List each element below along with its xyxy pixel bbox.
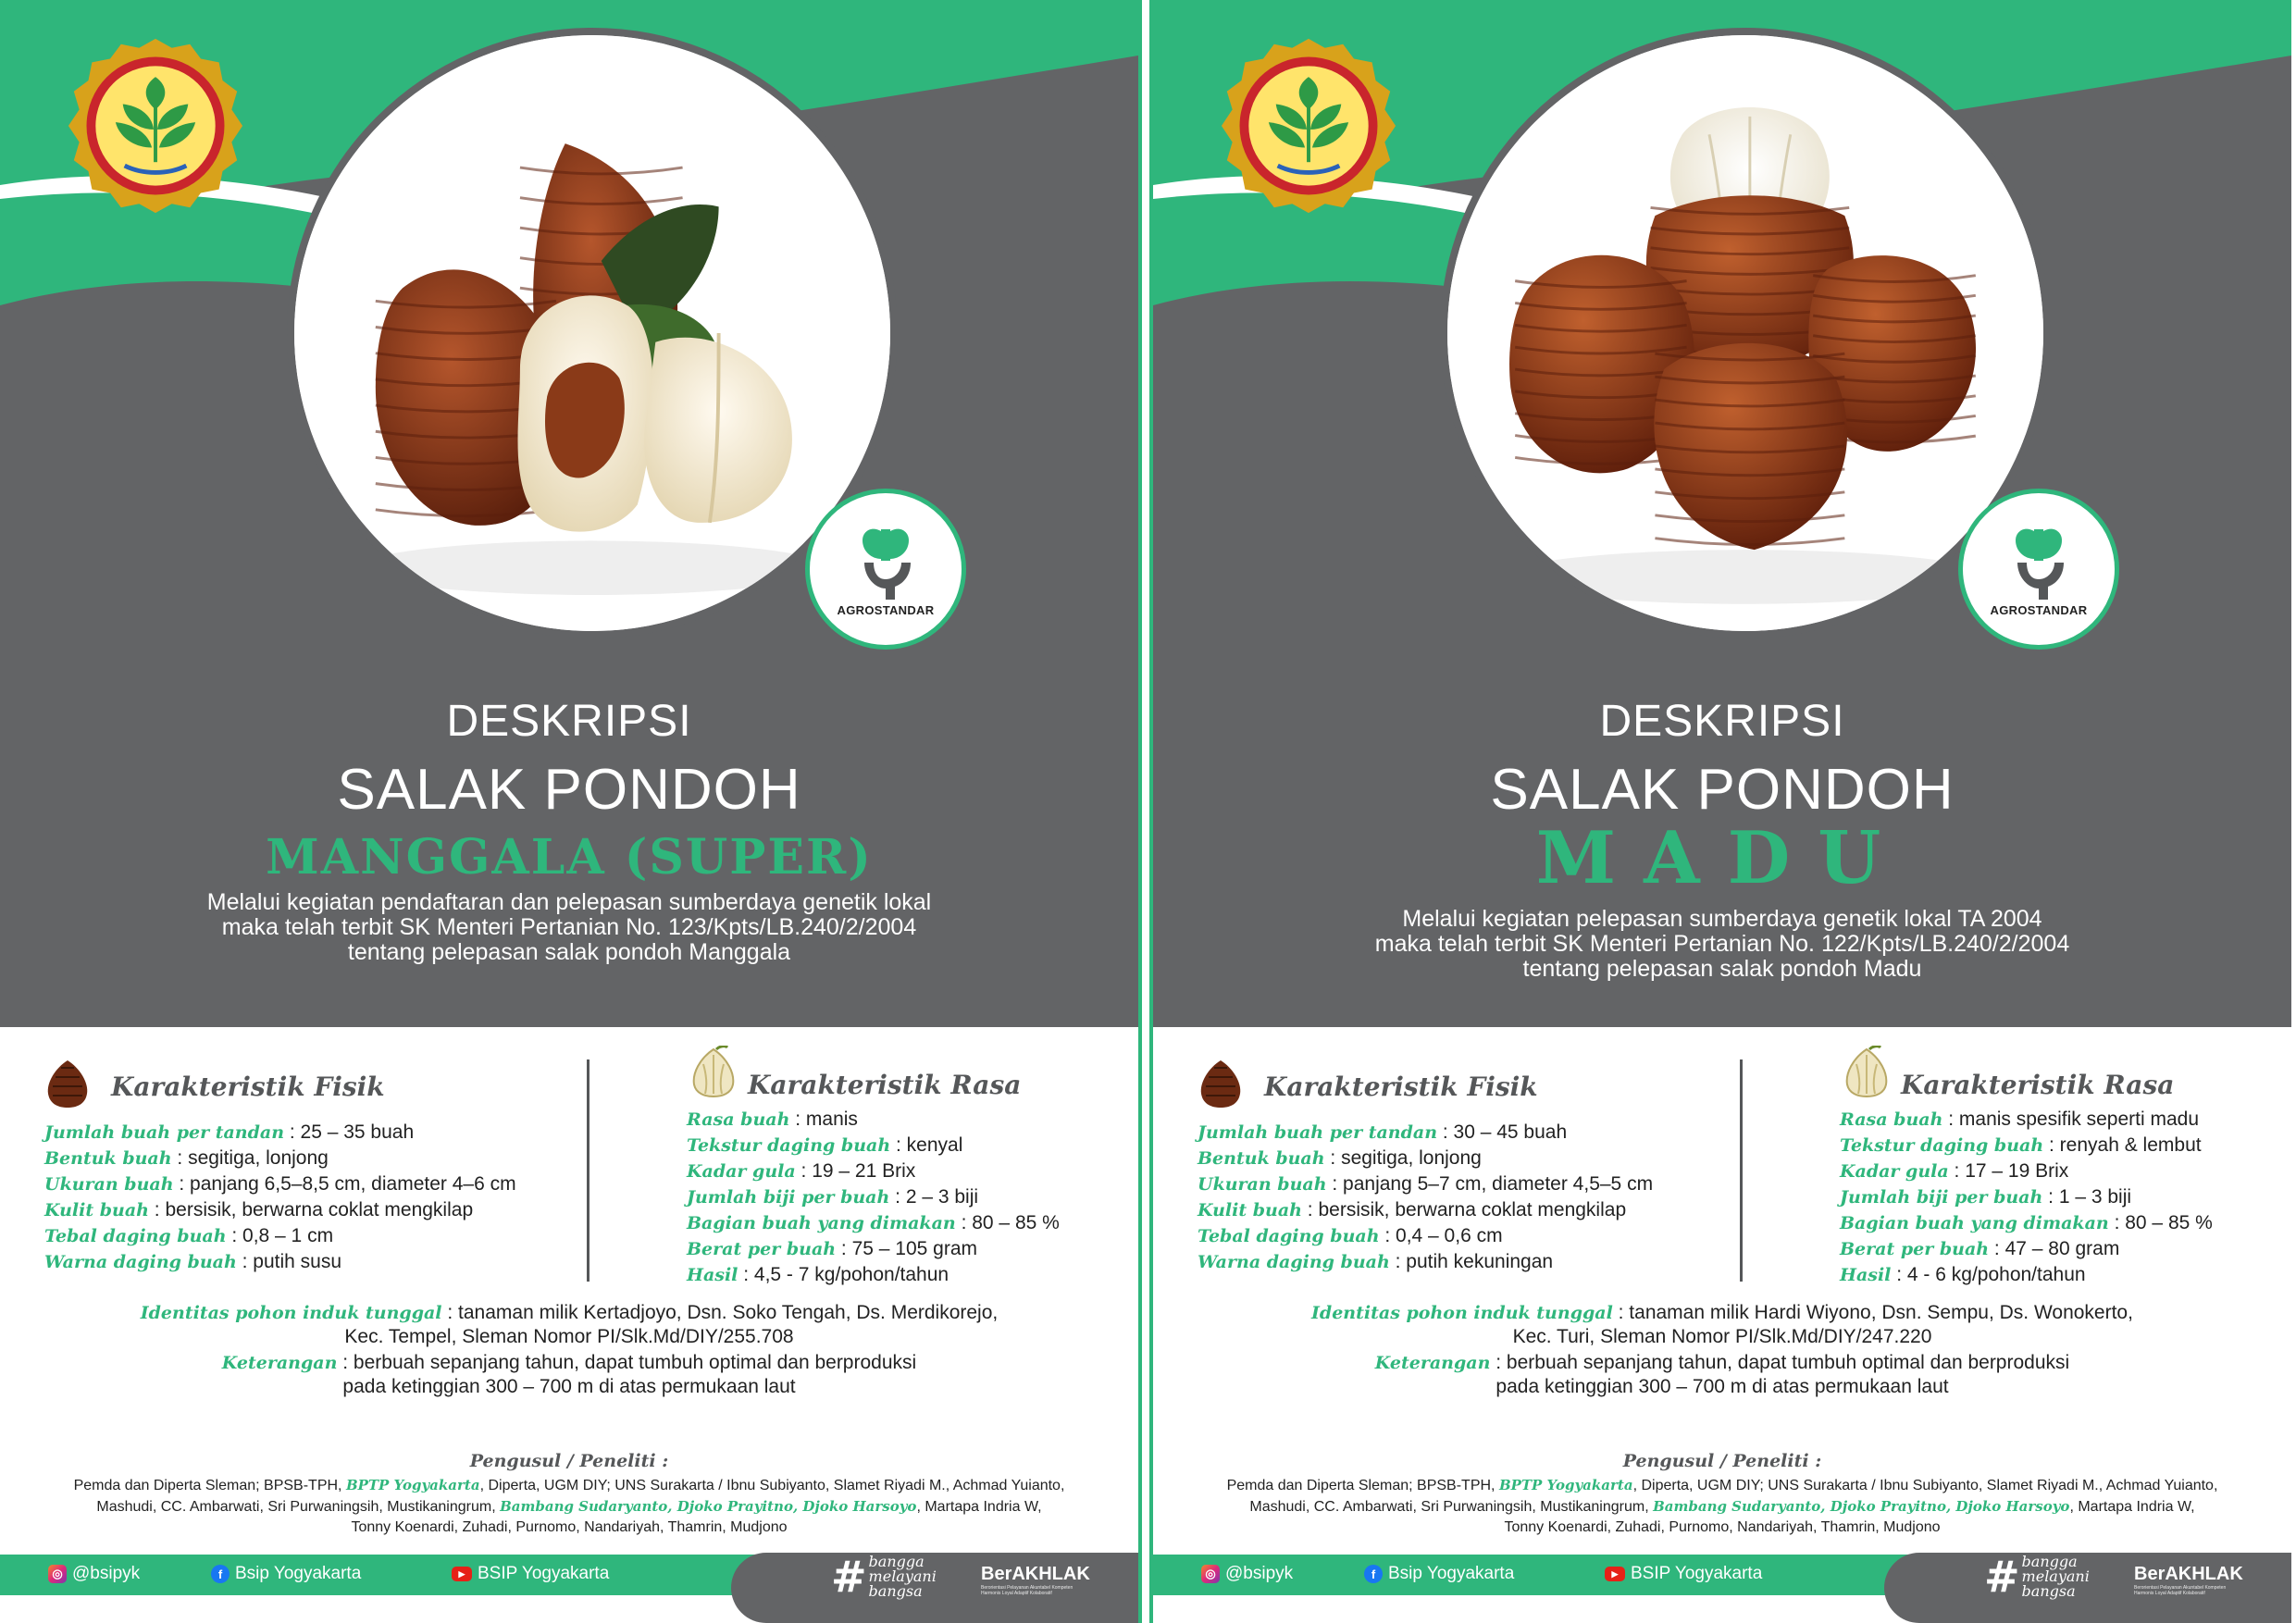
pengusul-line: , Martapa Indria W, [2069, 1499, 2195, 1515]
intro-line: maka telah terbit SK Menteri Pertanian No. 123/Kpts/LB.240/2/2004 [221, 914, 917, 940]
rasa-label: Hasil [1840, 1265, 1892, 1285]
identitas-value: : tanaman milik Kertadjoyo, Dsn. Soko Tengah, Ds. Merdikorejo, [441, 1302, 999, 1323]
rasa-value: : 47 – 80 gram [1989, 1238, 2120, 1259]
rasa-row [687, 1262, 1060, 1288]
fisik-row [1198, 1120, 1653, 1146]
fisik-row [1198, 1249, 1653, 1275]
keterangan-label: Keterangan [221, 1353, 338, 1373]
bangga-word: bangga [2021, 1553, 2078, 1570]
rasa-row [1840, 1262, 2213, 1288]
rasa-value: : 75 – 105 gram [836, 1238, 978, 1259]
rasa-label: Jumlah biji per buah [687, 1187, 890, 1208]
kementan-logo [65, 35, 246, 217]
fisik-row [44, 1171, 516, 1197]
rasa-label: Bagian buah yang dimakan [687, 1213, 956, 1233]
pengusul-line: Pemda dan Diperta Sleman; BPSB-TPH, [73, 1478, 346, 1493]
heading-salak-pondoh: SALAK PONDOH [337, 758, 801, 822]
poster-madu [1153, 0, 2291, 1623]
youtube-icon: ▶ [452, 1567, 472, 1581]
hashtag-icon: # [1984, 1552, 2020, 1602]
rasa-section-title: Karakteristik Rasa [1901, 1070, 2175, 1100]
intro-line: Melalui kegiatan pelepasan sumberdaya genetik lokal TA 2004 [1402, 906, 2042, 932]
fisik-row [44, 1120, 516, 1146]
rasa-attribute-list [687, 1107, 1060, 1288]
fisik-value: : putih kekuningan [1389, 1251, 1554, 1272]
rasa-row [687, 1133, 1060, 1158]
rasa-value: : renyah & lembut [2043, 1134, 2202, 1156]
bangga-word: bangga [868, 1553, 925, 1570]
fisik-value: : 30 – 45 buah [1437, 1121, 1568, 1143]
rasa-label: Rasa buah [1840, 1109, 1943, 1130]
facebook-handle: Bsip Yogyakarta [1388, 1564, 1515, 1583]
fisik-value: : bersisik, berwarna coklat mengkilap [1301, 1199, 1627, 1220]
rasa-label: Jumlah biji per buah [1840, 1187, 2043, 1208]
agrostandar-logo-icon [853, 522, 918, 601]
heading-salak-pondoh: SALAK PONDOH [1490, 758, 1955, 822]
youtube-link[interactable] [452, 1564, 609, 1584]
rasa-value: : 17 – 19 Brix [1948, 1160, 2069, 1182]
rasa-row [687, 1107, 1060, 1133]
pengusul-line: Tonny Koenardi, Zuhadi, Purnomo, Nandariyah, Thamrin, Mudjono [1504, 1519, 1941, 1535]
intro-line: maka telah terbit SK Menteri Pertanian No. 122/Kpts/LB.240/2/2004 [1374, 931, 2070, 957]
variety-name: MADU [1535, 816, 1909, 900]
pengusul-text [9, 1475, 1129, 1538]
youtube-link[interactable] [1605, 1564, 1762, 1584]
pengusul-highlight: BPTP Yogyakarta [1498, 1477, 1633, 1493]
pengusul-line: , Diperta, UGM DIY; UNS Surakarta / Ibnu Subiyanto, Slamet Riyadi M., Achmad Yuianto, [479, 1478, 1065, 1493]
pengusul-line: Tonny Koenardi, Zuhadi, Purnomo, Nandariyah, Thamrin, Mudjono [351, 1519, 788, 1535]
fisik-row [1198, 1197, 1653, 1223]
fisik-value: : bersisik, berwarna coklat mengkilap [148, 1199, 474, 1220]
fisik-value: : 0,4 – 0,6 cm [1379, 1225, 1503, 1246]
identitas-block [1153, 1301, 2291, 1349]
youtube-handle: BSIP Yogyakarta [1631, 1564, 1763, 1583]
fisik-label: Ukuran buah [1198, 1174, 1327, 1195]
kementan-logo [1218, 35, 1399, 217]
pengusul-line: Mashudi, CC. Ambarwati, Sri Purwaningsih, Mustikaningrum, [96, 1499, 501, 1515]
fisik-label: Ukuran buah [44, 1174, 174, 1195]
facebook-handle: Bsip Yogyakarta [235, 1564, 362, 1583]
rasa-value: : 4 - 6 kg/pohon/tahun [1891, 1264, 2086, 1285]
fisik-label: Bentuk buah [1198, 1148, 1325, 1169]
identitas-label: Identitas pohon induk tunggal [140, 1303, 442, 1323]
intro-text [111, 890, 1027, 965]
agrostandar-badge [805, 489, 966, 650]
berakhlak-title: BerAKHLAK [981, 1564, 1090, 1584]
rasa-section-title: Karakteristik Rasa [748, 1070, 1022, 1100]
pengusul-text [1162, 1475, 2282, 1538]
identitas-line2: Kec. Turi, Sleman Nomor PI/Slk.Md/DIY/247.220 [1512, 1326, 1932, 1347]
youtube-handle: BSIP Yogyakarta [478, 1564, 610, 1583]
fisik-label: Kulit buah [44, 1200, 149, 1220]
rasa-row [1840, 1158, 2213, 1184]
rasa-value: : 80 – 85 % [955, 1212, 1060, 1233]
identitas-value: : tanaman milik Hardi Wiyono, Dsn. Sempu, Ds. Wonokerto, [1612, 1302, 2133, 1323]
bangga-melayani-bangsa-logo [831, 1552, 937, 1602]
berakhlak-subtitle: Berorientasi Pelayanan Akuntabel Kompeten Harmonis Loyal Adaptif Kolaboratif [2134, 1585, 2227, 1596]
facebook-icon: f [1364, 1565, 1383, 1583]
rasa-row [1840, 1236, 2213, 1262]
fisik-value: : 25 – 35 buah [284, 1121, 415, 1143]
fisik-section-title: Karakteristik Fisik [1264, 1072, 1538, 1102]
heading-deskripsi: DESKRIPSI [1599, 697, 1845, 746]
agrostandar-logo-icon [2006, 522, 2071, 601]
salak-flesh-icon [1843, 1046, 1890, 1097]
hashtag-icon: # [831, 1552, 867, 1602]
rasa-label: Berat per buah [687, 1239, 837, 1259]
fisik-label: Tebal daging buah [44, 1226, 227, 1246]
facebook-link[interactable] [211, 1564, 361, 1584]
salak-skin-icon [44, 1057, 91, 1109]
rasa-label: Tekstur daging buah [1840, 1135, 2044, 1156]
rasa-label: Rasa buah [687, 1109, 790, 1130]
pengusul-line: , Diperta, UGM DIY; UNS Surakarta / Ibnu Subiyanto, Slamet Riyadi M., Achmad Yuianto, [1632, 1478, 2218, 1493]
pengusul-title: Pengusul / Peneliti : [469, 1451, 669, 1471]
heading-deskripsi: DESKRIPSI [446, 697, 692, 746]
fisik-value: : 0,8 – 1 cm [226, 1225, 334, 1246]
keterangan-block [0, 1351, 1138, 1399]
section-divider [587, 1059, 590, 1282]
bangga-word: bangsa [868, 1582, 923, 1600]
intro-line: tentang pelepasan salak pondoh Madu [1522, 956, 1922, 982]
keterangan-value: : berbuah sepanjang tahun, dapat tumbuh optimal dan berproduksi [337, 1352, 917, 1373]
bangga-word: melayani [868, 1567, 937, 1585]
rasa-label: Tekstur daging buah [687, 1135, 891, 1156]
fisik-row [1198, 1146, 1653, 1171]
instagram-link[interactable] [1201, 1564, 1293, 1584]
instagram-link[interactable] [48, 1564, 140, 1584]
fisik-row [44, 1249, 516, 1275]
fisik-attribute-list [44, 1120, 516, 1275]
pengusul-line: Mashudi, CC. Ambarwati, Sri Purwaningsih, Mustikaningrum, [1249, 1499, 1654, 1515]
youtube-icon: ▶ [1605, 1567, 1625, 1581]
rasa-row [687, 1210, 1060, 1236]
fisik-row [1198, 1171, 1653, 1197]
keterangan-label: Keterangan [1374, 1353, 1491, 1373]
keterangan-value: : berbuah sepanjang tahun, dapat tumbuh optimal dan berproduksi [1490, 1352, 2070, 1373]
rasa-row [687, 1158, 1060, 1184]
rasa-row [1840, 1133, 2213, 1158]
rasa-value: : 4,5 - 7 kg/pohon/tahun [738, 1264, 949, 1285]
rasa-row [1840, 1184, 2213, 1210]
keterangan-line2: pada ketinggian 300 – 700 m di atas permukaan laut [1496, 1376, 1949, 1397]
fisik-value: : putih susu [236, 1251, 342, 1272]
fisik-value: : segitiga, lonjong [1324, 1147, 1482, 1169]
berakhlak-title: BerAKHLAK [2134, 1564, 2243, 1584]
rasa-label: Hasil [687, 1265, 738, 1285]
rasa-value: : 80 – 85 % [2108, 1212, 2213, 1233]
pengusul-line: , Martapa Indria W, [916, 1499, 1042, 1515]
agrostandar-label: AGROSTANDAR [1990, 602, 2088, 617]
fisik-attribute-list [1198, 1120, 1653, 1275]
intro-line: Melalui kegiatan pendaftaran dan pelepasan sumberdaya genetik lokal [206, 889, 932, 915]
salak-flesh-icon [690, 1046, 737, 1097]
rasa-label: Kadar gula [687, 1161, 796, 1182]
fisik-label: Warna daging buah [1198, 1252, 1390, 1272]
fisik-row [44, 1223, 516, 1249]
fisik-label: Kulit buah [1198, 1200, 1302, 1220]
instagram-icon: ◎ [48, 1565, 67, 1583]
pengusul-highlight: Bambang Sudaryanto, Djoko Prayitno, Djoko Harsoyo [500, 1498, 917, 1515]
section-divider [1740, 1059, 1743, 1282]
rasa-value: : 19 – 21 Brix [795, 1160, 916, 1182]
agrostandar-badge [1958, 489, 2119, 650]
intro-text [1264, 907, 2180, 982]
bangga-melayani-bangsa-logo [1984, 1552, 2090, 1602]
bangga-word: bangsa [2021, 1582, 2076, 1600]
bangga-word: melayani [2021, 1567, 2090, 1585]
instagram-handle: @bsipyk [72, 1564, 141, 1583]
rasa-label: Kadar gula [1840, 1161, 1949, 1182]
fisik-row [44, 1146, 516, 1171]
fisik-row [44, 1197, 516, 1223]
berakhlak-subtitle: Berorientasi Pelayanan Akuntabel Kompeten Harmonis Loyal Adaptif Kolaboratif [981, 1585, 1074, 1596]
fisik-label: Tebal daging buah [1198, 1226, 1380, 1246]
intro-line: tentang pelepasan salak pondoh Manggala [347, 939, 791, 965]
rasa-label: Bagian buah yang dimakan [1840, 1213, 2109, 1233]
rasa-value: : kenyal [890, 1134, 963, 1156]
fisik-label: Jumlah buah per tandan [1198, 1122, 1438, 1143]
rasa-attribute-list [1840, 1107, 2213, 1288]
salak-fruit-whole-photo [1440, 28, 2051, 638]
salak-fruit-cut-photo [287, 28, 898, 638]
rasa-row [687, 1184, 1060, 1210]
rasa-row [1840, 1210, 2213, 1236]
facebook-link[interactable] [1364, 1564, 1514, 1584]
rasa-value: : 1 – 3 biji [2042, 1186, 2132, 1208]
identitas-line2: Kec. Tempel, Sleman Nomor PI/Slk.Md/DIY/255.708 [344, 1326, 794, 1347]
rasa-label: Berat per buah [1840, 1239, 1990, 1259]
rasa-row [687, 1236, 1060, 1262]
berakhlak-logo [981, 1564, 1090, 1596]
fisik-row [1198, 1223, 1653, 1249]
rasa-value: : manis spesifik seperti madu [1942, 1109, 2199, 1130]
berakhlak-logo [2134, 1564, 2243, 1596]
pengusul-highlight: BPTP Yogyakarta [345, 1477, 480, 1493]
keterangan-line2: pada ketinggian 300 – 700 m di atas permukaan laut [342, 1376, 796, 1397]
instagram-handle: @bsipyk [1225, 1564, 1294, 1583]
fisik-value: : panjang 6,5–8,5 cm, diameter 4–6 cm [173, 1173, 516, 1195]
keterangan-block [1153, 1351, 2291, 1399]
variety-name: MANGGALA (SUPER) [266, 829, 873, 886]
fisik-label: Bentuk buah [44, 1148, 172, 1169]
pengusul-line: Pemda dan Diperta Sleman; BPSB-TPH, [1226, 1478, 1499, 1493]
poster-manggala [0, 0, 1138, 1623]
fisik-section-title: Karakteristik Fisik [111, 1072, 385, 1102]
salak-skin-icon [1198, 1057, 1244, 1109]
identitas-block [0, 1301, 1138, 1349]
pengusul-title: Pengusul / Peneliti : [1622, 1451, 1822, 1471]
agrostandar-label: AGROSTANDAR [837, 602, 935, 617]
rasa-value: : 2 – 3 biji [889, 1186, 979, 1208]
poster-divider [1138, 0, 1153, 1623]
fisik-label: Jumlah buah per tandan [44, 1122, 285, 1143]
pengusul-highlight: Bambang Sudaryanto, Djoko Prayitno, Djoko Harsoyo [1653, 1498, 2070, 1515]
fisik-value: : segitiga, lonjong [171, 1147, 329, 1169]
fisik-label: Warna daging buah [44, 1252, 237, 1272]
facebook-icon: f [211, 1565, 230, 1583]
identitas-label: Identitas pohon induk tunggal [1311, 1303, 1613, 1323]
fisik-value: : panjang 5–7 cm, diameter 4,5–5 cm [1326, 1173, 1654, 1195]
instagram-icon: ◎ [1201, 1565, 1220, 1583]
rasa-row [1840, 1107, 2213, 1133]
rasa-value: : manis [789, 1109, 858, 1130]
